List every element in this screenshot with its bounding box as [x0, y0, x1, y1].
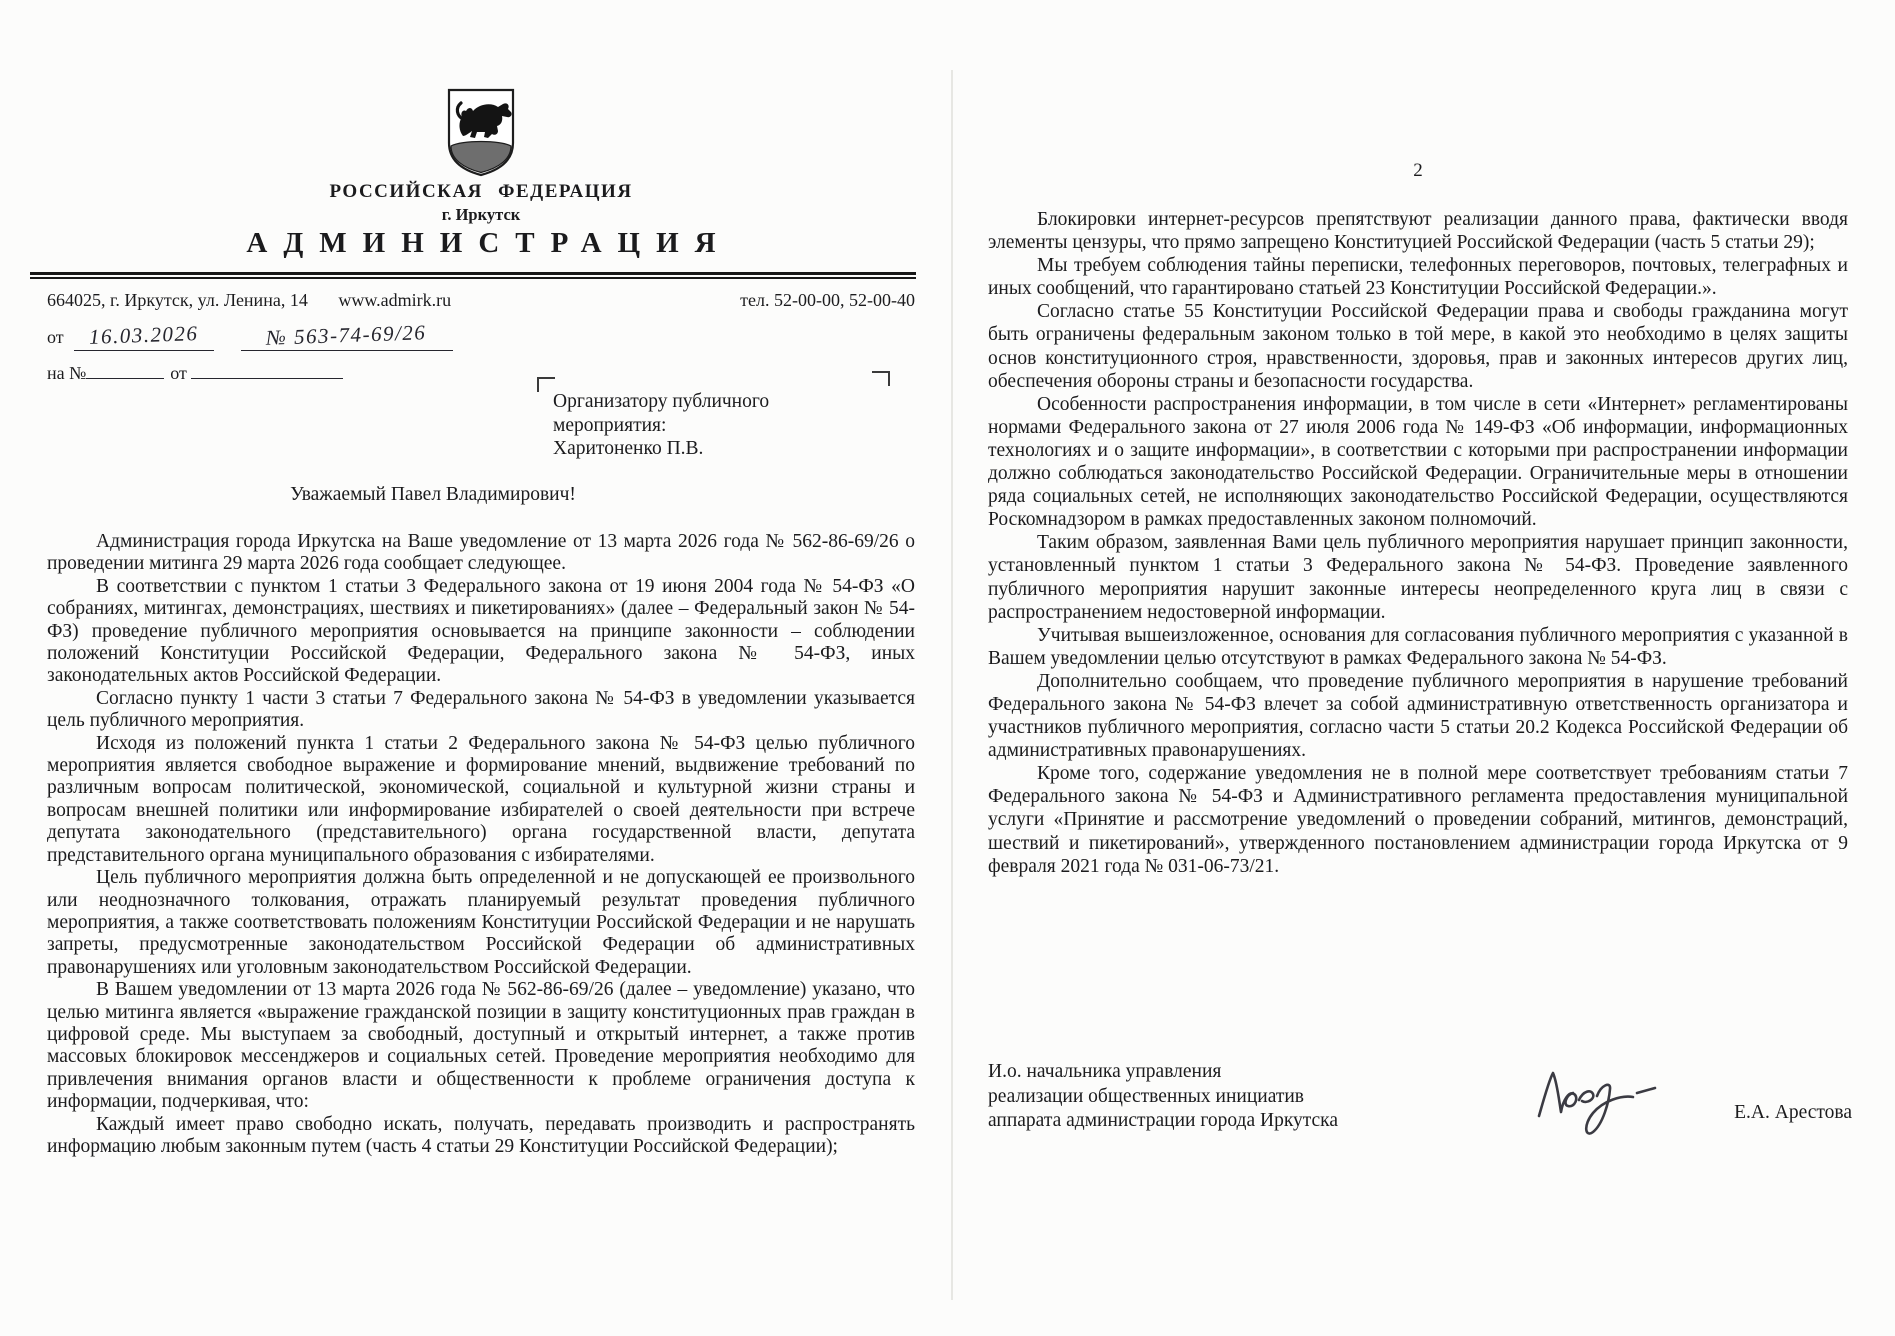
letterhead-org-name: АДМИНИСТРАЦИЯ	[246, 227, 732, 259]
letter-date-slot	[74, 321, 214, 351]
body-paragraph: Исходя из положений пункта 1 статьи 2 Федерального закона № 54-ФЗ целью публичного мероприятия является свободное выражение и формирование мнений, выдвижение требований по различным вопросам политической, экономической, социальной и культурной жизни страны и вопросам внешней политики или информирование избирателей о своей деятельности при встрече депутата законодательного (представительного) органа государственной власти, депутата представительного органа муниципального образования с избирателями.	[47, 732, 915, 866]
addressee-block	[553, 390, 863, 461]
body-paragraph: Учитывая вышеизложенное, основания для согласования публичного мероприятия с указанной в Вашем уведомлении целью отсутствуют в рамках Федерального закона № 54-ФЗ.	[988, 624, 1848, 669]
page-number: 2	[1413, 160, 1423, 181]
body-paragraph: В соответствии с пунктом 1 статьи 3 Федерального закона от 19 июня 2004 года № 54-ФЗ «О собраниях, митингах, демонстрациях, шествиях и пикетированиях» (далее – Федеральный закон № 54-ФЗ) проведение публичного мероприятия основывается на принципе законности – соблюдении положений Конституции Российской Федерации, Федерального закона № 54-ФЗ, иных законодательных актов Российской Федерации.	[47, 575, 915, 687]
letter-number-handwritten: № 563-74-69/26	[266, 320, 428, 350]
irkutsk-crest-icon	[446, 88, 516, 178]
body-paragraph: Таким образом, заявленная Вами цель публичного мероприятия нарушает принцип законности, установленный пунктом 1 статьи 3 Федерального закона № 54-ФЗ. Проведение заявленного публичного мероприятия нарушит законные интересы неопределенного круга лиц в связи с распространением недостоверной информации.	[988, 532, 1848, 623]
page2-body	[988, 208, 1848, 878]
body-paragraph: Кроме того, содержание уведомления не в полной мере соответствует требованиям статьи 7 Федерального закона № 54-ФЗ и Административного регламента предоставления муниципальной услуги «Принятие и рассмотрение уведомлений о проведении собраний, митингов, демонстраций, шествий и пикетирований», утвержденного постановлением администрации города Иркутска от 9 февраля 2021 года № 031-06-73/21.	[988, 763, 1848, 877]
reply-ref-line	[47, 362, 343, 384]
letter-date-handwritten: 16.03.2026	[88, 321, 200, 349]
letterhead-city: г. Иркутск	[441, 205, 521, 224]
body-paragraph: Особенности распространения информации, в том числе в сети «Интернет» регламентированы нормами Федерального закона от 27 июля 2006 года № 149-ФЗ «Об информации, информационных технологиях и о защите информации», в соответствии с которыми при распространении информации должно соблюдаться законодательство Российской Федерации. Ограничительные меры в отношении ряда социальных сетей, не исполняющих законодательство Российской Федерации, осуществляются Роскомнадзором в рамках предоставленных законом полномочий.	[988, 393, 1848, 531]
body-paragraph: Согласно пункту 1 части 3 статьи 7 Федерального закона № 54-ФЗ в уведомлении указывается цель публичного мероприятия.	[47, 687, 915, 732]
salutation: Уважаемый Павел Владимирович!	[290, 484, 576, 505]
ref-line	[47, 320, 453, 351]
signer-name: Е.А. Арестова	[1734, 1102, 1852, 1123]
handwritten-signature	[1533, 1062, 1673, 1152]
page-divider	[951, 70, 953, 1300]
body-paragraph: Цель публичного мероприятия должна быть определенной и не допускающей ее произвольного или неоднозначного толкования, отражать планируемый результат проведения публичного мероприятия, а также соответствовать положениям Конституции Российской Федерации и не нарушать запреты, предусмотренные законодательством Российской Федерации об административных правонарушениях или уголовным законодательством Российской Федерации.	[47, 867, 915, 978]
signature-block	[988, 1060, 1856, 1180]
website-text: www.admirk.ru	[338, 290, 452, 310]
body-paragraph: Мы требуем соблюдения тайны переписки, телефонных переговоров, почтовых, телеграфных и иных сообщений, что гарантировано статьей 23 Конституции Российской Федерации.».	[988, 255, 1848, 300]
reply-ot-label: от	[170, 363, 187, 383]
body-paragraph: Каждый имеет право свободно искать, получать, передавать производить и распространять информацию любым законным путем (часть 4 статьи 29 Конституции Российской Федерации);	[47, 1113, 915, 1157]
letter-number-slot	[241, 320, 453, 351]
address-window-corner-right-icon	[872, 371, 890, 386]
body-paragraph: Дополнительно сообщаем, что проведение публичного мероприятия в нарушение требований Федерального закона № 54-ФЗ влечет за собой административную ответственность организатора и участников публичного мероприятия, согласно части 5 статьи 20.2 Кодекса Российской Федерации об административных правонарушениях.	[988, 670, 1848, 762]
letterhead-rule	[30, 272, 916, 279]
addressee-line: Организатору публичного	[553, 391, 770, 412]
signer-position: И.о. начальника управления реализации общественных инициатив аппарата администрации города Иркутска	[988, 1061, 1339, 1132]
body-paragraph: В Вашем уведомлении от 13 марта 2026 года № 562-86-69/26 (далее – уведомление) указано, что целью митинга является «выражение гражданской позиции в защиту конституционных прав граждан в цифровой среде. Мы выступаем за свободный, доступный и открытый интернет, а также против массовых блокировок мессенджеров и социальных сетей. Проведение мероприятия необходимо для привлечения внимания органов власти и общественности к проблеме ограничения доступа к информации, подчеркивая, что:	[47, 979, 915, 1113]
addressee-line: мероприятия:	[553, 414, 667, 436]
reply-date-blank	[191, 362, 343, 379]
ref-from-label: от	[47, 327, 64, 347]
reply-na-label: на №	[47, 363, 87, 383]
letterhead-country: РОССИЙСКАЯ ФЕДЕРАЦИЯ	[329, 181, 633, 202]
body-paragraph: Согласно статье 55 Конституции Российской Федерации права и свободы гражданина могут быть ограничены федеральным законом только в той мере, в какой это необходимо в целях защиты основ конституционного строя, нравственности, здоровья, прав и законных интересов других лиц, обеспечения обороны страны и безопасности государства.	[988, 301, 1848, 392]
body-paragraph: Блокировки интернет-ресурсов препятствуют реализации данного права, фактически вводя элементы цензуры, что прямо запрещено Конституцией Российской Федерации (часть 5 статьи 29);	[988, 209, 1848, 254]
reply-number-blank	[86, 362, 164, 379]
body-paragraph: Администрация города Иркутска на Ваше уведомление от 13 марта 2026 года № 562-86-69/26 о проведении митинга 29 марта 2026 года сообщает следующее.	[47, 531, 915, 575]
phone-numbers: тел. 52-00-00, 52-00-40	[740, 290, 915, 310]
page1-body	[47, 531, 915, 1158]
postal-address: 664025, г. Иркутск, ул. Ленина, 14 www.admirk.ru	[47, 290, 452, 310]
addressee-line: Харитоненко П.В.	[553, 438, 704, 459]
letterhead-contact-row	[47, 290, 915, 311]
